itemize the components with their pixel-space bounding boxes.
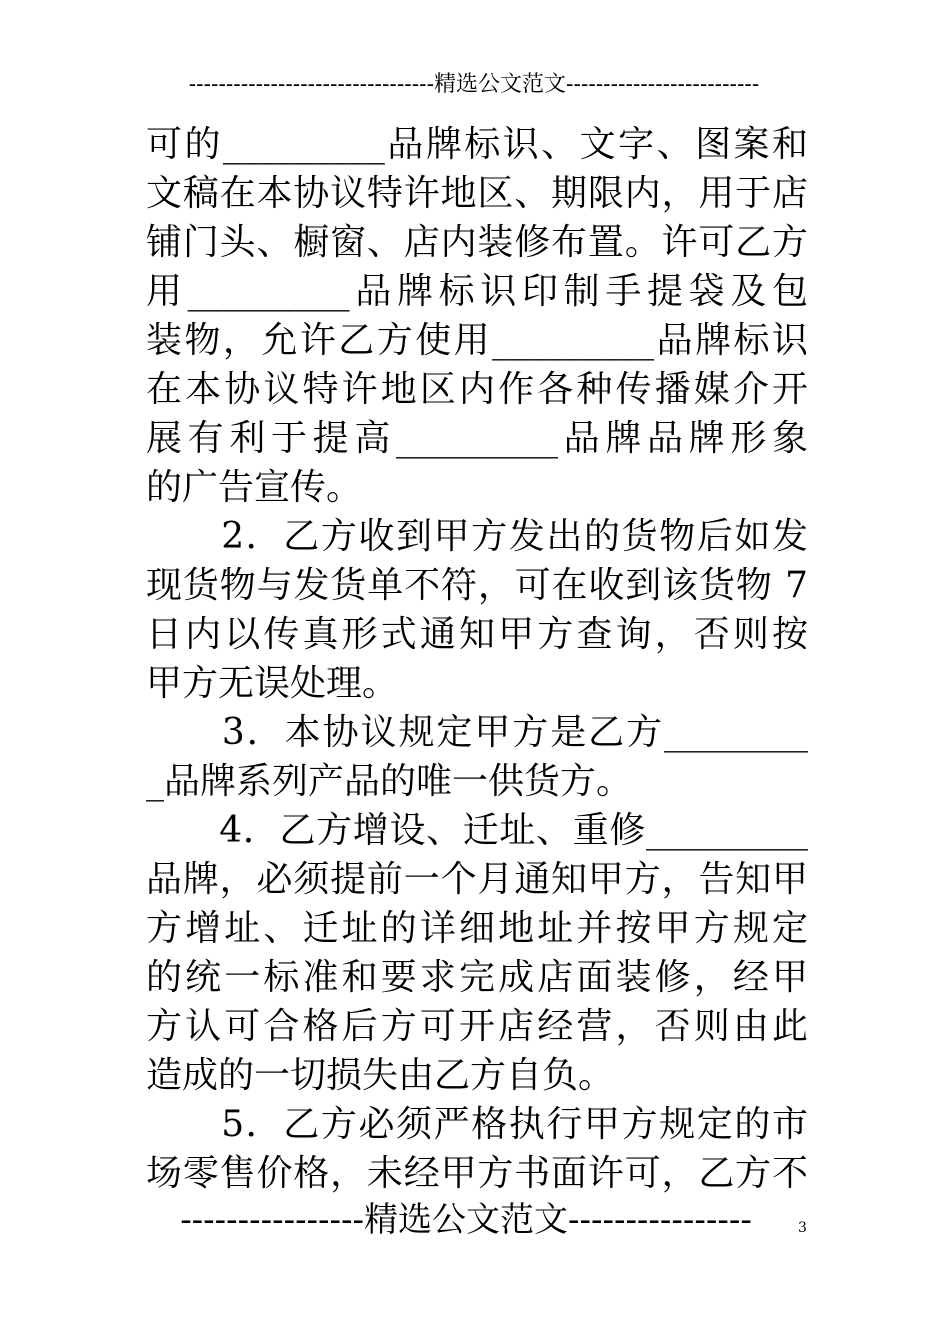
text-line: 品牌，必须提前一个月通知甲方，告知甲 xyxy=(146,859,808,900)
text-line: 甲方无误处理。 xyxy=(146,663,399,704)
text-line: 装物，允许乙方使用_________品牌标识 xyxy=(146,320,808,361)
text-line: 用_________品牌标识印制手提袋及包 xyxy=(146,271,808,312)
document-body xyxy=(146,120,808,1198)
text-line: 场零售价格，未经甲方书面许可，乙方不 xyxy=(146,1153,808,1194)
text-line: 现货物与发货单不符，可在收到该货物 7 xyxy=(146,565,808,606)
text-line: _品牌系列产品的唯一供货方。 xyxy=(146,761,633,802)
text-line: 的统一标准和要求完成店面装修，经甲 xyxy=(146,957,808,998)
text-line: 方认可合格后方可开店经营，否则由此 xyxy=(146,1006,808,1047)
text-line: 可的_________品牌标识、文字、图案和 xyxy=(146,124,808,165)
text-line: 的广告宣传。 xyxy=(146,467,363,508)
text-line: 铺门头、橱窗、店内装修布置。许可乙方 xyxy=(146,222,808,263)
text-line: 文稿在本协议特许地区、期限内，用于店 xyxy=(146,173,808,214)
page-number: 3 xyxy=(798,1220,807,1236)
text-line: 5．乙方必须严格执行甲方规定的市 xyxy=(146,1104,808,1145)
text-line: 日内以传真形式通知甲方查询，否则按 xyxy=(146,614,808,655)
text-line: 造成的一切损失由乙方自负。 xyxy=(146,1055,615,1096)
text-line: 在本协议特许地区内作各种传播媒介开 xyxy=(146,369,808,410)
text-line: 方增址、迁址的详细地址并按甲方规定 xyxy=(146,908,808,949)
page-footer: ----------------精选公文范文---------------- xyxy=(180,1200,752,1240)
text-line: 4．乙方增设、迁址、重修_________ xyxy=(146,810,808,851)
text-line: 展有利于提高_________品牌品牌形象 xyxy=(146,418,808,459)
text-line: 3．本协议规定甲方是乙方________ xyxy=(146,712,808,753)
page-header: ---------------------------------精选公文范文-------------------------- xyxy=(188,72,760,97)
text-line: 2．乙方收到甲方发出的货物后如发 xyxy=(146,516,808,557)
